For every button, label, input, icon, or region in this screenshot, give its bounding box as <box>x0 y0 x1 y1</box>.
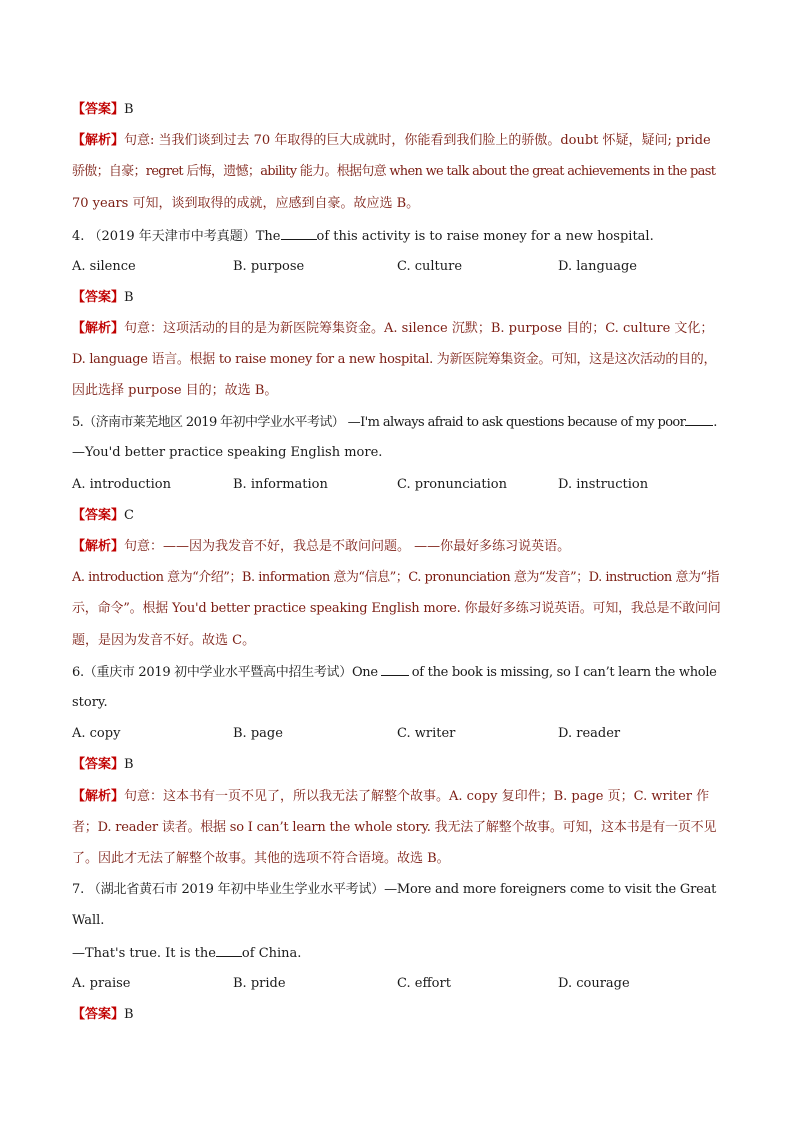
answer-value: B <box>124 1007 134 1022</box>
answer-blank <box>381 662 409 676</box>
analysis-tag: 【解析】 <box>72 133 125 148</box>
analysis-text: D. language 语言。根据 to raise money for a new hospital. 为新医院筹集资金。可知，这是这次活动的目的， <box>72 352 717 367</box>
answer-tag: 【答案】 <box>72 508 125 523</box>
question-stem-pre: 6.（重庆市 2019 初中学业水平暨高中招生考试）One <box>72 665 378 680</box>
analysis-text: 了。因此才无法了解整个故事。其他的选项不符合语境。故选 B。 <box>72 851 450 866</box>
option-a: A. silence <box>72 259 136 274</box>
analysis-line <box>72 131 722 151</box>
analysis-tag: 【解析】 <box>72 789 125 804</box>
answer-line <box>72 1005 722 1025</box>
analysis-text: 因此选择 purpose 目的；故选 B。 <box>72 383 278 398</box>
option-b: B. purpose <box>233 259 305 274</box>
analysis-text: 骄傲；自豪；regret 后悔，遗憾；ability 能力。根据句意 when we talk about the great achievements in the past <box>72 164 716 179</box>
question-stem-post: of this activity is to raise money for a new hospital. <box>316 229 654 244</box>
analysis-line <box>72 787 722 807</box>
analysis-text: A. introduction 意为“介绍”；B. information 意为“信息”；C. pronunciation 意为“发音”；D. instruction 意为“指 <box>72 570 720 585</box>
analysis-line <box>72 319 722 339</box>
answer-tag: 【答案】 <box>72 102 125 117</box>
option-a: A. copy <box>72 726 121 741</box>
option-a: A. introduction <box>72 477 172 492</box>
option-c: C. culture <box>397 259 463 274</box>
question-stem-post: . <box>713 415 717 430</box>
analysis-text: 句意：这本书有一页不见了，所以我无法了解整个故事。A. copy 复印件；B. page 页；C. writer 作 <box>124 789 710 804</box>
option-d: D. reader <box>558 726 621 741</box>
answer-blank <box>281 226 317 240</box>
option-c: C. effort <box>397 976 451 991</box>
analysis-line <box>72 537 722 557</box>
option-b: B. page <box>233 726 283 741</box>
answer-tag: 【答案】 <box>72 290 125 305</box>
question-stem-post: of the book is missing, so I can’t learn the whole <box>411 665 717 680</box>
question-stem-line2: story. <box>72 695 108 710</box>
answer-blank <box>216 943 242 957</box>
question-stem-pre: 4. （2019 年天津市中考真题）The <box>72 229 281 244</box>
analysis-text: 句意：这项活动的目的是为新医院筹集资金。A. silence 沉默；B. purpose 目的；C. culture 文化； <box>124 321 714 336</box>
analysis-text: 者；D. reader 读者。根据 so I can’t learn the whole story. 我无法了解整个故事。可知，这本书是有一页不见 <box>72 820 717 835</box>
question-stem-line2: Wall. <box>72 913 105 928</box>
question-stem-post: of China. <box>241 946 302 961</box>
answer-value: B <box>124 102 134 117</box>
answer-value: B <box>124 757 134 772</box>
option-c: C. writer <box>397 726 456 741</box>
question-stem-line2: —You'd better practice speaking English more. <box>72 445 383 460</box>
question-stem <box>72 412 722 433</box>
question-stem: 7. （湖北省黄石市 2019 年初中毕业生学业水平考试）—More and more foreigners come to visit the Great <box>72 882 717 897</box>
analysis-text: 示，命令”。根据 You'd better practice speaking English more. 你最好多练习说英语。可知，我总是不敢问问 <box>72 601 721 616</box>
option-d: D. language <box>558 259 637 274</box>
answer-line <box>72 506 722 526</box>
analysis-text: 句意：——因为我发音不好，我总是不敢问问题。 ——你最好多练习说英语。 <box>124 539 571 554</box>
question-stem-line3 <box>72 943 722 964</box>
answer-blank <box>685 412 713 426</box>
question-stem-pre: —That's true. It is the <box>72 946 216 961</box>
option-d: D. courage <box>558 976 630 991</box>
answer-tag: 【答案】 <box>72 757 125 772</box>
answer-value: C <box>124 508 134 523</box>
option-b: B. pride <box>233 976 286 991</box>
question-stem <box>72 226 722 247</box>
option-b: B. information <box>233 477 328 492</box>
option-a: A. praise <box>72 976 131 991</box>
analysis-text: 题，是因为发音不好。故选 C。 <box>72 633 256 648</box>
answer-value: B <box>124 290 134 305</box>
analysis-tag: 【解析】 <box>72 321 125 336</box>
option-d: D. instruction <box>558 477 649 492</box>
analysis-text: 句意: 当我们谈到过去 70 年取得的巨大成就时，你能看到我们脸上的骄傲。doubt 怀疑，疑问; pride <box>124 133 711 148</box>
analysis-text: 70 years 可知，谈到取得的成就，应感到自豪。故应选 B。 <box>72 196 420 211</box>
question-stem <box>72 662 722 683</box>
question-stem-pre: 5.（济南市莱芜地区 2019 年初中学业水平考试） —I'm always afraid to ask questions because of my poor <box>72 415 686 430</box>
answer-line <box>72 100 722 120</box>
answer-line <box>72 755 722 775</box>
analysis-tag: 【解析】 <box>72 539 125 554</box>
answer-line <box>72 288 722 308</box>
answer-tag: 【答案】 <box>72 1007 125 1022</box>
option-c: C. pronunciation <box>397 477 507 492</box>
